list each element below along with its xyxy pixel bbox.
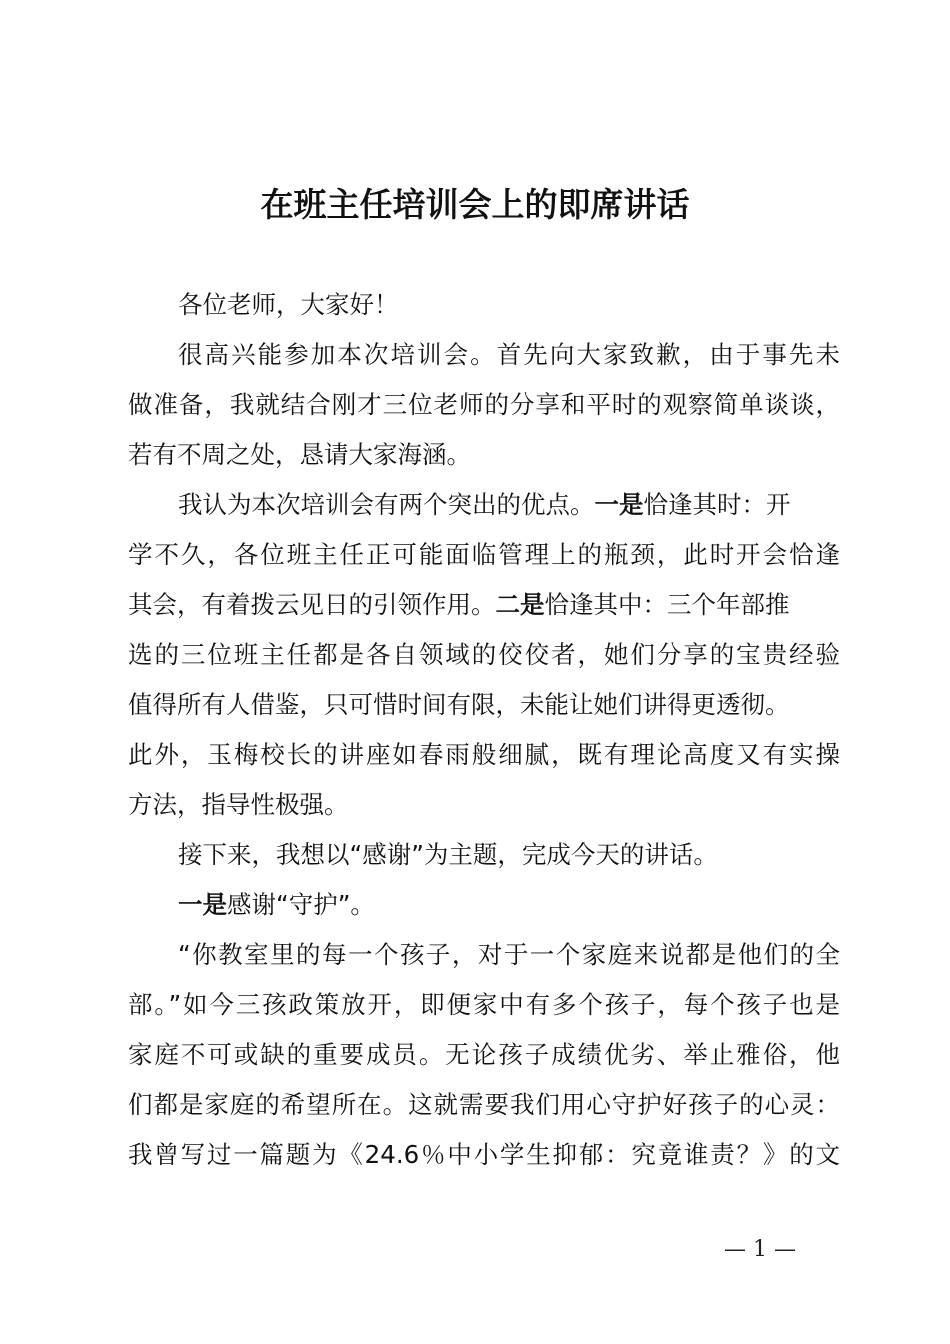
- bold-marker: 一是: [178, 890, 227, 919]
- paragraph-line: [128, 480, 840, 530]
- page-number: — 1 —: [724, 1237, 796, 1262]
- greeting-line: 各位老师，大家好！: [178, 290, 399, 319]
- document-title: 在班主任培训会上的即席讲话: [260, 185, 690, 224]
- paragraph-text: 恰逢其时：开: [643, 490, 791, 519]
- paragraph-line: 家庭不可或缺的重要成员。无论孩子成绩优劣、举止雅俗，他: [128, 1040, 840, 1069]
- document-body: [128, 280, 840, 1180]
- paragraph-line: “你教室里的每一个孩子，对于一个家庭来说都是他们的全: [178, 940, 840, 969]
- paragraph-line: 选的三位班主任都是各自领域的佼佼者，她们分享的宝贵经验: [128, 640, 840, 669]
- paragraph-line: 值得所有人借鉴，只可惜时间有限，未能让她们讲得更透彻。: [128, 690, 790, 719]
- paragraph-line: 部。”如今三孩政策放开，即便家中有多个孩子，每个孩子也是: [128, 990, 840, 1019]
- paragraph-line: 做准备，我就结合刚才三位老师的分享和平时的观察简单谈谈，: [128, 390, 840, 419]
- paragraph-line: 方法，指导性极强。: [128, 790, 349, 819]
- paragraph-text: 其会，有着拨云见日的引领作用。: [128, 590, 496, 619]
- paragraph-line: [128, 580, 840, 630]
- paragraph-line: 我曾写过一篇题为《24.6％中小学生抑郁：究竟谁责？》的文: [128, 1140, 840, 1169]
- paragraph-line: 学不久，各位班主任正可能面临管理上的瓶颈，此时开会恰逢: [128, 540, 840, 569]
- paragraph-text: 恰逢其中：三个年部推: [544, 590, 790, 619]
- paragraph-line: 们都是家庭的希望所在。这就需要我们用心守护好孩子的心灵：: [128, 1090, 840, 1119]
- paragraph-line: 很高兴能参加本次培训会。首先向大家致歉，由于事先未: [178, 340, 840, 369]
- paragraph-line: 此外，玉梅校长的讲座如春雨般细腻，既有理论高度又有实操: [128, 740, 840, 769]
- paragraph-text: 我认为本次培训会有两个突出的优点。: [178, 490, 595, 519]
- bold-marker: 一是: [594, 490, 644, 519]
- section-heading: [128, 880, 840, 930]
- paragraph-line: 接下来，我想以“感谢”为主题，完成今天的讲话。: [178, 840, 718, 869]
- section-heading-text: 感谢“守护”。: [227, 890, 375, 919]
- bold-marker: 二是: [495, 590, 545, 619]
- paragraph-line: 若有不周之处，恳请大家海涵。: [128, 440, 471, 469]
